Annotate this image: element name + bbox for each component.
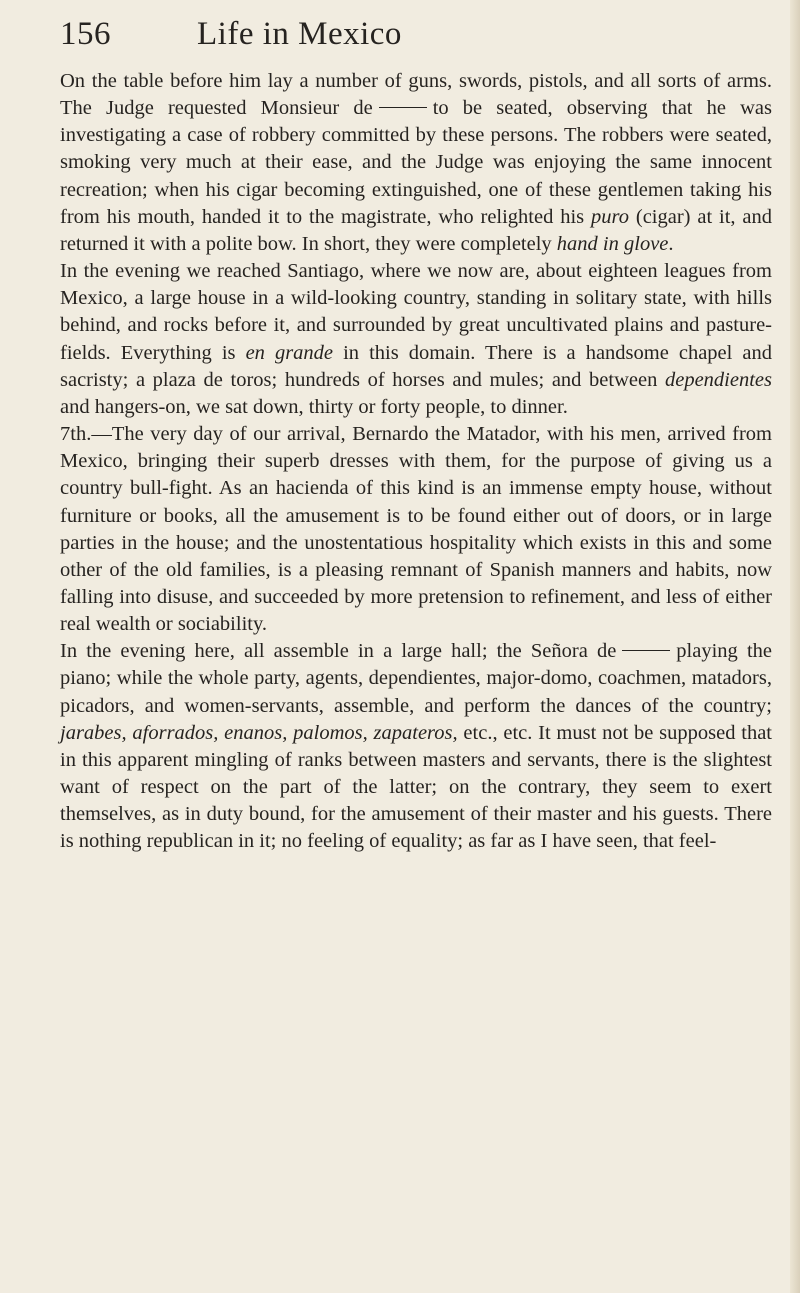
text-run: etc., etc. It must not be supposed that in this apparent mingling of ranks between masters and servants, there is the slightest want of respect on the part of the latter; on the contrary, they seem to exert themselves, as in duty bound, for the amusement of their master and his guests. There is nothing republican in it; no feeling of equality; as far as I have seen, that feel- <box>60 721 772 853</box>
text-run: On the table before him lay a number of guns, swords, pistols, and all sorts of arms. The Judge requested Monsieur de <box>60 70 772 120</box>
running-head: Life in Mexico <box>197 16 402 52</box>
paragraph-2 <box>60 258 772 421</box>
text-run: . <box>668 232 674 255</box>
text-run: to be seated, observing that he was investigating a case of robbery committed by these persons. The robbers were seated, smoking very much at their ease, and the Judge was enjoying the same innocent recreation; when his cigar becoming extinguished, one of these gentlemen taking his from his mouth, handed it to the magistrate, who relighted his <box>60 97 772 228</box>
italic-term: en grande <box>245 341 334 364</box>
name-dash <box>379 107 427 108</box>
italic-term: dependientes <box>664 368 772 391</box>
text-run: In the evening here, all assemble in a large hall; the Señora de <box>60 640 617 663</box>
paragraph-1 <box>60 68 772 258</box>
text-run: (cigar) at it, and returned it with a polite bow. In short, they were completely <box>60 205 773 255</box>
text-run: In the evening we reached Santiago, where we now are, about eighteen leagues from Mexico, a large house in a wild-looking country, standing in solitary state, with hills behind, and rocks before it, and surrounded by great uncultivated plains and pasture-fields. Everything is <box>60 260 772 364</box>
name-dash <box>622 650 670 651</box>
text-run: and hangers-on, we sat down, thirty or forty people, to dinner. <box>60 395 568 418</box>
italic-term: puro <box>591 205 629 228</box>
page-number: 156 <box>60 16 111 52</box>
page-header <box>60 16 772 64</box>
italic-term: hand in glove <box>556 232 669 255</box>
text-run: playing the piano; while the whole party, agents, dependientes, major-domo, coachmen, matadors, picadors, and women-servants, assemble, and perform the dances of the country; <box>60 640 772 717</box>
paragraph-4 <box>60 638 772 855</box>
text-run: in this domain. There is a handsome chapel and sacristy; a plaza de toros; hundreds of horses and mules; and between <box>60 341 772 391</box>
page-edge-shadow <box>790 0 800 1293</box>
italic-term: jarabes, aforrados, enanos, palomos, zapateros, <box>60 721 458 744</box>
paragraph-3 <box>60 421 772 638</box>
body-text <box>60 68 772 856</box>
text-run: 7th.—The very day of our arrival, Bernardo the Matador, with his men, arrived from Mexico, bringing their superb dresses with them, for the purpose of giving us a country bull-fight. As an hacienda of this kind is an immense empty house, without furniture or books, all the amusement is to be found either out of doors, or in large parties in the house; and the unostentatious hospitality which exists in this and some other of the old families, is a pleasing remnant of Spanish manners and habits, now falling into disuse, and succeeded by more pretension to refinement, and less of either real wealth or sociability. <box>60 423 772 636</box>
